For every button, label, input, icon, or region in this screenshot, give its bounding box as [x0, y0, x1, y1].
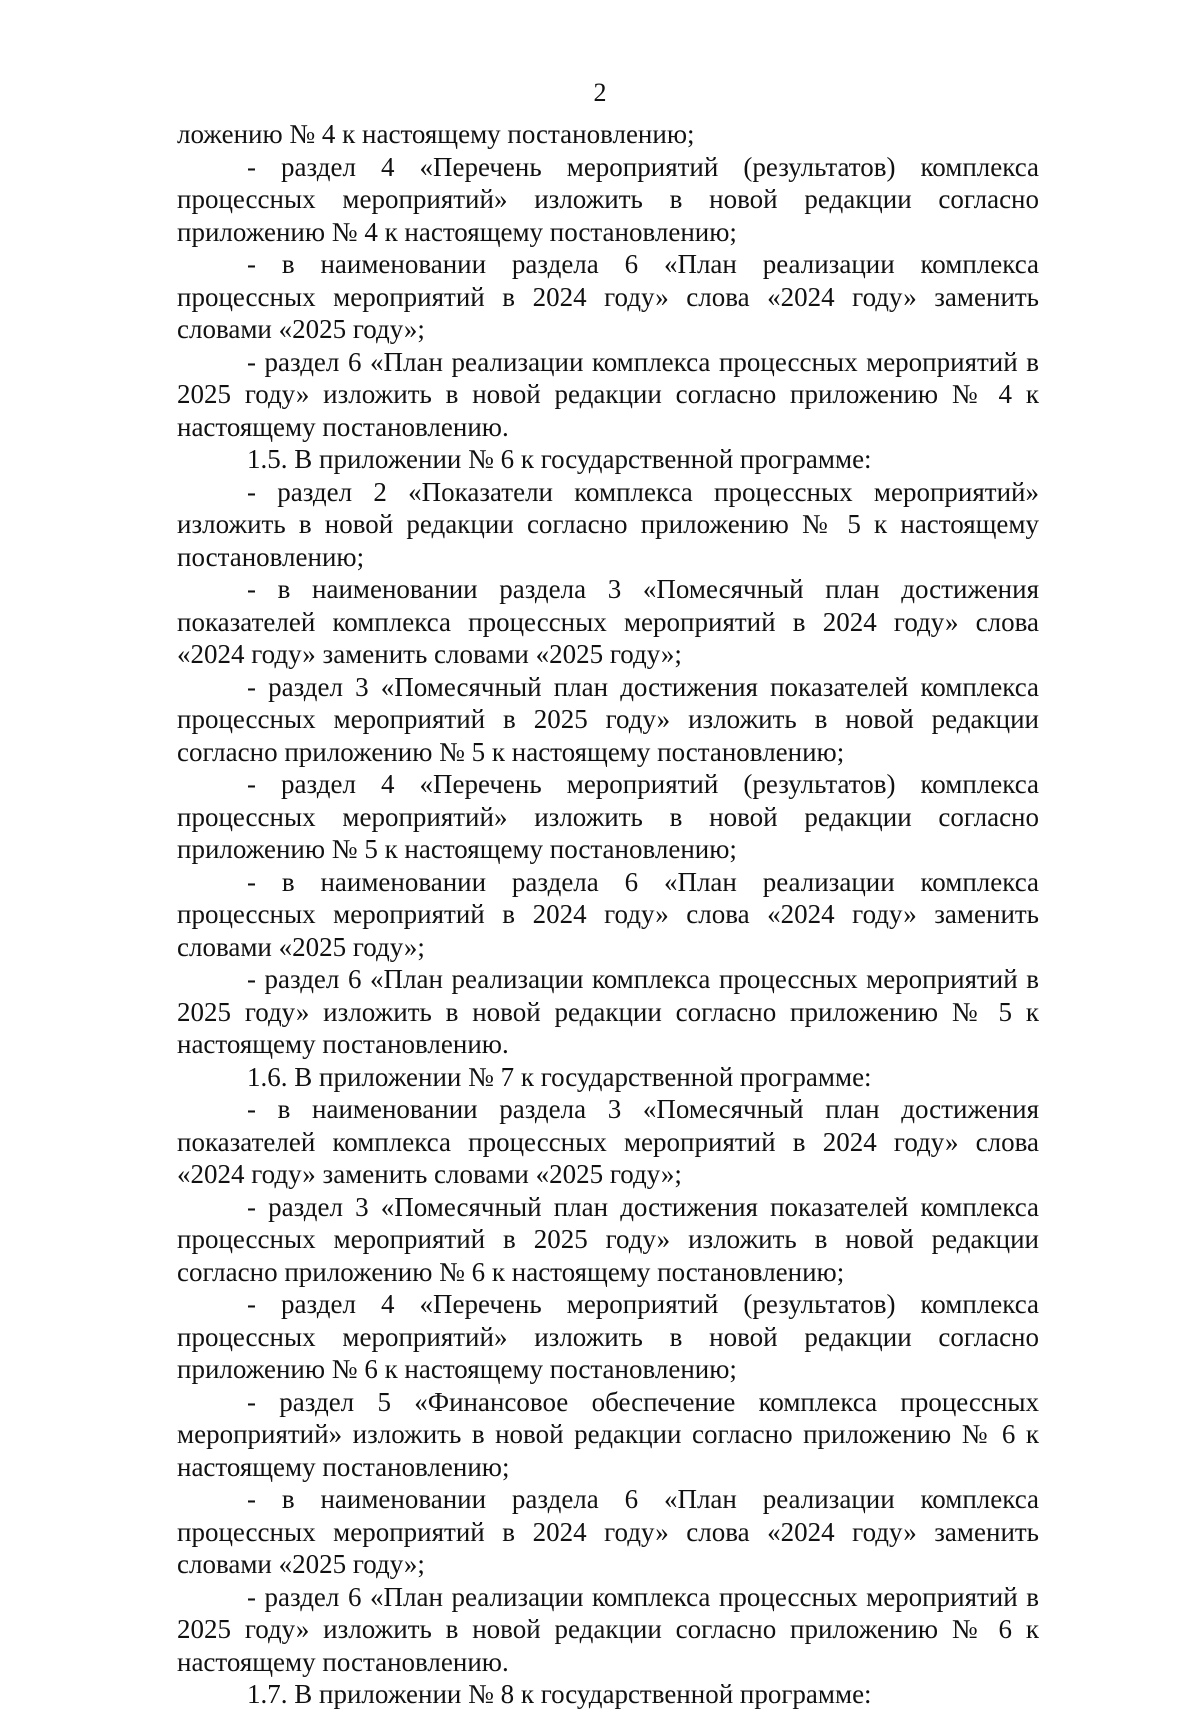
- paragraph: - в наименовании раздела 6 «План реализации комплекса процессных мероприятий в 2024 году» слова «2024 году» заменить словами «2025 году»;: [177, 866, 1039, 962]
- document-body: [177, 118, 1039, 1711]
- paragraph: - в наименовании раздела 6 «План реализации комплекса процессных мероприятий в 2024 году» слова «2024 году» заменить словами «2025 году»;: [177, 249, 1039, 344]
- paragraph: 1.6. В приложении № 7 к государственной программе:: [247, 1061, 872, 1092]
- paragraph: ложению № 4 к настоящему постановлению;: [177, 119, 695, 149]
- paragraph: - раздел 3 «Помесячный план достижения показателей комплекса процессных мероприятий в 2025 году» изложить в новой редакции согласно приложению № 6 к настоящему постановлению;: [177, 1191, 1039, 1287]
- paragraph: - в наименовании раздела 3 «Помесячный план достижения показателей комплекса процессных мероприятий в 2024 году» слова «2024 году» заменить словами «2025 году»;: [177, 574, 1039, 669]
- paragraph: - раздел 6 «План реализации комплекса процессных мероприятий в 2025 году» изложить в новой редакции согласно приложению № 6 к настоящему постановлению.: [177, 1581, 1039, 1677]
- paragraph: - раздел 3 «Помесячный план достижения показателей комплекса процессных мероприятий в 2025 году» изложить в новой редакции согласно приложению № 5 к настоящему постановлению;: [177, 671, 1039, 767]
- paragraph: - раздел 2 «Показатели комплекса процессных мероприятий» изложить в новой редакции согласно приложению № 5 к настоящему постановлению;: [177, 476, 1039, 572]
- page-number: 2: [593, 78, 607, 107]
- paragraph: - раздел 4 «Перечень мероприятий (результатов) комплекса процессных мероприятий» изложить в новой редакции согласно приложению № 4 к настоящему постановлению;: [177, 151, 1039, 247]
- paragraph: - в наименовании раздела 3 «Помесячный план достижения показателей комплекса процессных мероприятий в 2024 году» слова «2024 году» заменить словами «2025 году»;: [177, 1094, 1039, 1189]
- paragraph: - раздел 4 «Перечень мероприятий (результатов) комплекса процессных мероприятий» изложить в новой редакции согласно приложению № 5 к настоящему постановлению;: [177, 769, 1039, 864]
- paragraph: - раздел 4 «Перечень мероприятий (результатов) комплекса процессных мероприятий» изложить в новой редакции согласно приложению № 6 к настоящему постановлению;: [177, 1289, 1039, 1384]
- paragraph: - раздел 5 «Финансовое обеспечение комплекса процессных мероприятий» изложить в новой редакции согласно приложению № 6 к настоящему постановлению;: [177, 1386, 1039, 1482]
- paragraph: 1.5. В приложении № 6 к государственной программе:: [247, 444, 872, 474]
- paragraph: - в наименовании раздела 6 «План реализации комплекса процессных мероприятий в 2024 году» слова «2024 году» заменить словами «2025 году»;: [177, 1484, 1039, 1579]
- paragraph: - раздел 6 «План реализации комплекса процессных мероприятий в 2025 году» изложить в новой редакции согласно приложению № 5 к настоящему постановлению.: [177, 964, 1039, 1059]
- paragraph: - раздел 6 «План реализации комплекса процессных мероприятий в 2025 году» изложить в новой редакции согласно приложению № 4 к настоящему постановлению.: [177, 346, 1039, 442]
- paragraph: 1.7. В приложении № 8 к государственной программе:: [247, 1679, 872, 1709]
